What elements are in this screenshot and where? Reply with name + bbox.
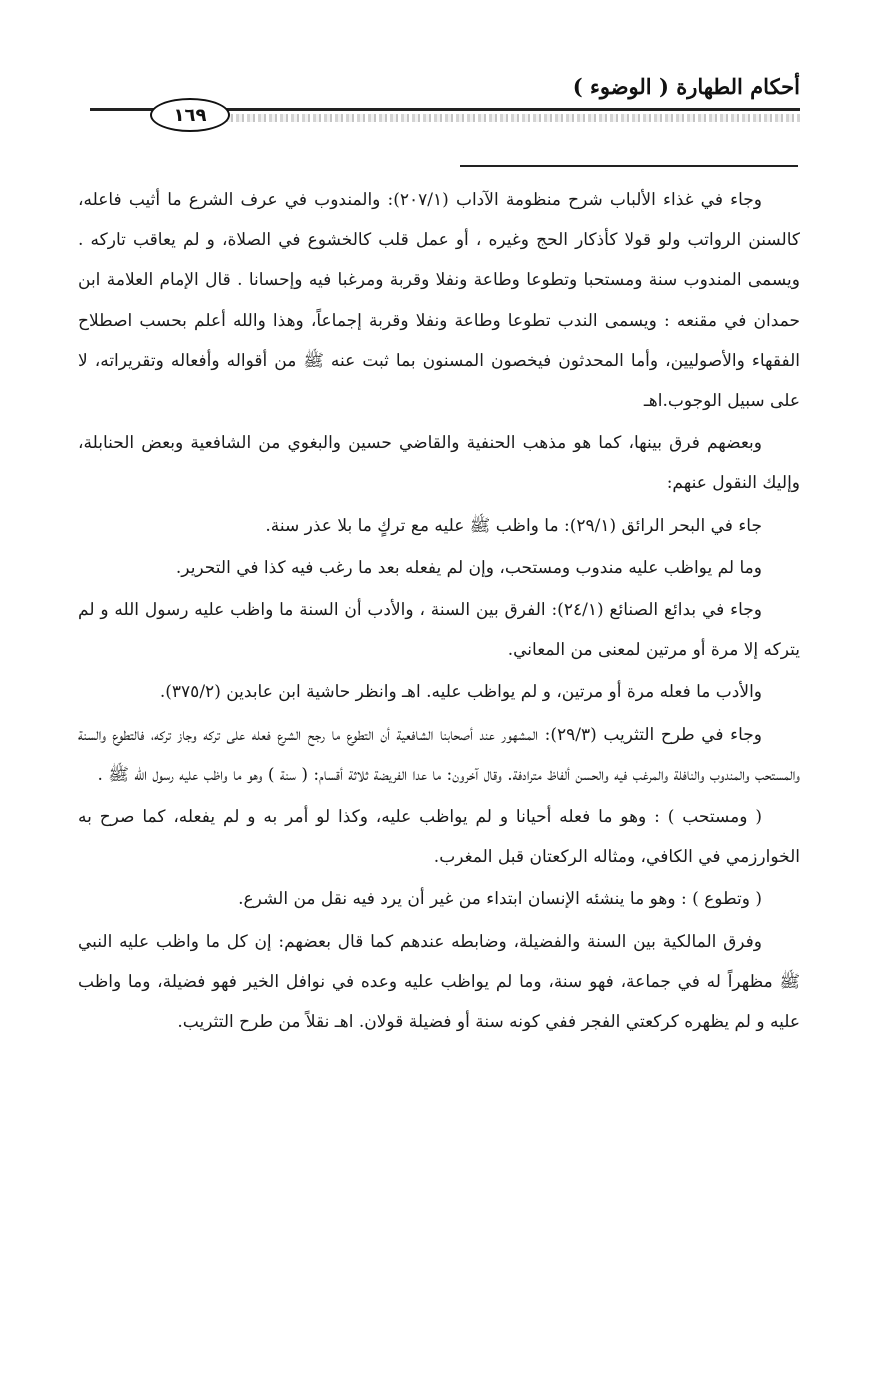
paragraph: وجاء في بدائع الصنائع (٢٤/١): الفرق بين السنة ، والأدب أن السنة ما واظب عليه رسول الله و لم يتركه إلا مرة أو مرتين لمعنى من المعاني. — [78, 600, 800, 661]
page-number-badge — [150, 98, 230, 132]
header-rule — [148, 108, 800, 111]
paragraph: والأدب ما فعله مرة أو مرتين، و لم يواظب عليه. اهـ وانظر حاشية ابن عابدين (٣٧٥/٢). — [159, 682, 762, 703]
header-decorative-band — [225, 114, 800, 122]
paragraph: ( وتطوع ) : وهو ما ينشئه الإنسان ابتداء من غير أن يرد فيه نقل من الشرع. — [238, 889, 762, 910]
page-number: ١٦٩ — [173, 104, 207, 126]
paragraph: ( ومستحب ) : وهو ما فعله أحيانا و لم يواظب عليه، وكذا لو أمر به و لم يفعله، كما صرح به الخوارزمي في الكافي، ومثاله الركعتان قبل المغرب. — [78, 807, 800, 868]
paragraph: وجاء في غذاء الألباب شرح منظومة الآداب (٢٠٧/١): والمندوب في عرف الشرع ما أثيب فاعله، كالسنن الرواتب ولو قولا كأذكار الحج وغيره ، أو عمل قلب كالخشوع في الصلاة، و لم يعاقب تاركه . ويسمى المندوب سنة ومستحبا وتطوعا وطاعة ونفلا وقربة ومرغبا فيه وإحسانا . قال الإمام العلامة ابن حمدان في مقنعه : ويسمى الندب تطوعا وطاعة ونفلا وقربة إجماعاً، وهذا والله أعلم بحسب اصطلاح الفقهاء والأصوليين، وأما المحدثون فيخصون المسنون بما ثبت عنه ﷺ من أقواله وأفعاله وتقريراته، لا على سبيل الوجوب.اهـ — [78, 190, 800, 412]
section-separator — [460, 165, 798, 167]
header-rule-left — [90, 108, 150, 111]
paragraph: وفرق المالكية بين السنة والفضيلة، وضابطه عندهم كما قال بعضهم: إن كل ما واظب عليه النبي ﷺ مظهراً له في جماعة، فهو سنة، وما لم يواظب عليه وعده في نوافل الخير فهو فضيلة، وما واظب عليه و لم يظهره كركعتي الفجر ففي كونه سنة أو فضيلة قولان. اهـ نقلاً من طرح التثريب. — [78, 931, 800, 1033]
paragraph: وبعضهم فرق بينها، كما هو مذهب الحنفية والقاضي حسين والبغوي من الشافعية وبعض الحنابلة، وإليك النقول عنهم: — [78, 433, 800, 494]
body-text — [78, 180, 800, 1042]
page-header — [60, 70, 800, 130]
paragraph: وما لم يواظب عليه مندوب ومستحب، وإن لم يفعله بعد ما رغب فيه كذا في التحرير. — [175, 557, 762, 578]
paragraph: جاء في البحر الرائق (٢٩/١): ما واظب ﷺ عليه مع تركٍ ما بلا عذر سنة. — [265, 515, 762, 536]
paragraph: وجاء في طرح التثريب (٢٩/٣): المشهور عند أصحابنا الشافعية أن التطوع ما رجح الشرع فعله على تركه وجاز تركه، فالتطوع والسنة والمستحب والمندوب والنافلة والمرغب فيه والحسن ألفاظ مترادفة. وقال آخرون: ما عدا الفريضة ثلاثة أقسام: ( سنة ) وهو ما واظب عليه رسول الله ﷺ . — [78, 724, 800, 785]
page-title: أحكام الطهارة ( الوضوء ) — [572, 74, 800, 99]
